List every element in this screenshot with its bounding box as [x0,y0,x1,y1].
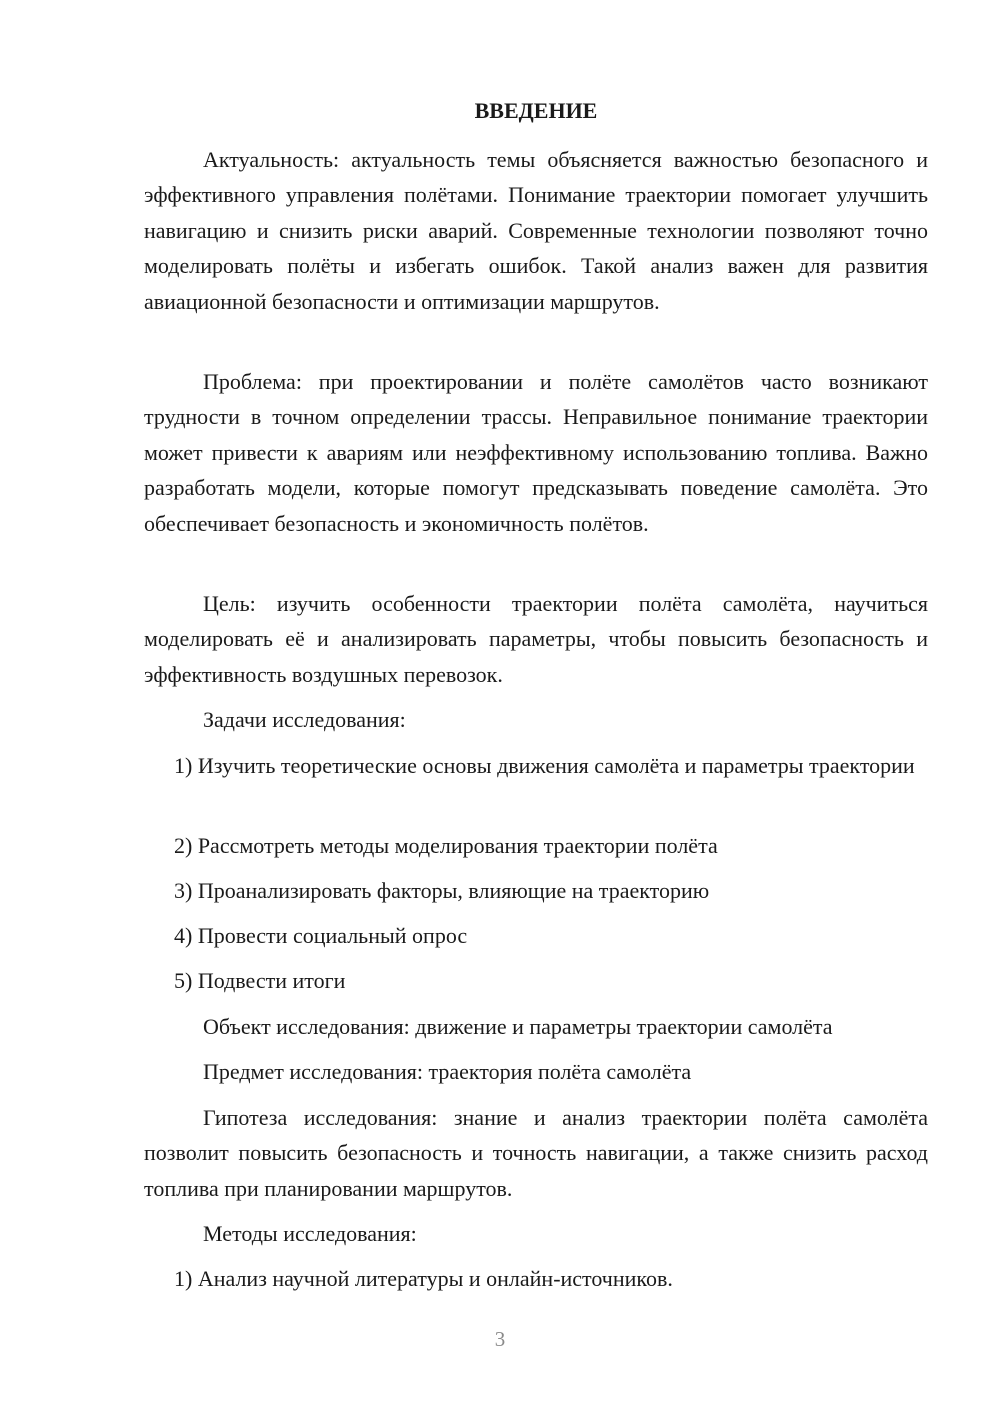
task-item-4: 4) Провести социальный опрос [174,923,468,948]
research-object: Объект исследования: движение и параметры траектории самолёта [203,1014,833,1039]
task-item-2: 2) Рассмотреть методы моделирования траектории полёта [174,833,718,858]
task-item-5: 5) Подвести итоги [174,968,346,993]
methods-heading: Методы исследования: [203,1221,417,1246]
task-item-1: 1) Изучить теоретические основы движения самолёта и параметры траектории [174,753,915,778]
method-item-1: 1) Анализ научной литературы и онлайн-источников. [174,1266,673,1291]
task-item-3: 3) Проанализировать факторы, влияющие на траекторию [174,878,710,903]
page-number: 3 [494,1327,506,1351]
tasks-heading: Задачи исследования: [203,707,406,732]
page-title: ВВЕДЕНИЕ [474,98,598,123]
research-hypothesis: Гипотеза исследования: знание и анализ траектории полёта самолёта позволит повысить безопасность и точность навигации, а также снизить расход топлива при планировании маршрутов. [144,1105,928,1201]
paragraph-relevance: Актуальность: актуальность темы объясняется важностью безопасного и эффективного управления полётами. Понимание траектории помогает улучшить навигацию и снизить риски аварий. Современные технологии позволяют точно моделировать полёты и избегать ошибок. Такой анализ важен для развития авиационной безопасности и оптимизации маршрутов. [144,147,928,314]
paragraph-goal: Цель: изучить особенности траектории полёта самолёта, научиться моделировать её и анализировать параметры, чтобы повысить безопасность и эффективность воздушных перевозок. [144,591,928,687]
paragraph-problem: Проблема: при проектировании и полёте самолётов часто возникают трудности в точном определении трассы. Неправильное понимание траектории может привести к авариям или неэффективному использованию топлива. Важно разработать модели, которые помогут предсказывать поведение самолёта. Это обеспечивает безопасность и экономичность полётов. [144,369,928,536]
research-subject: Предмет исследования: траектория полёта самолёта [203,1059,692,1084]
